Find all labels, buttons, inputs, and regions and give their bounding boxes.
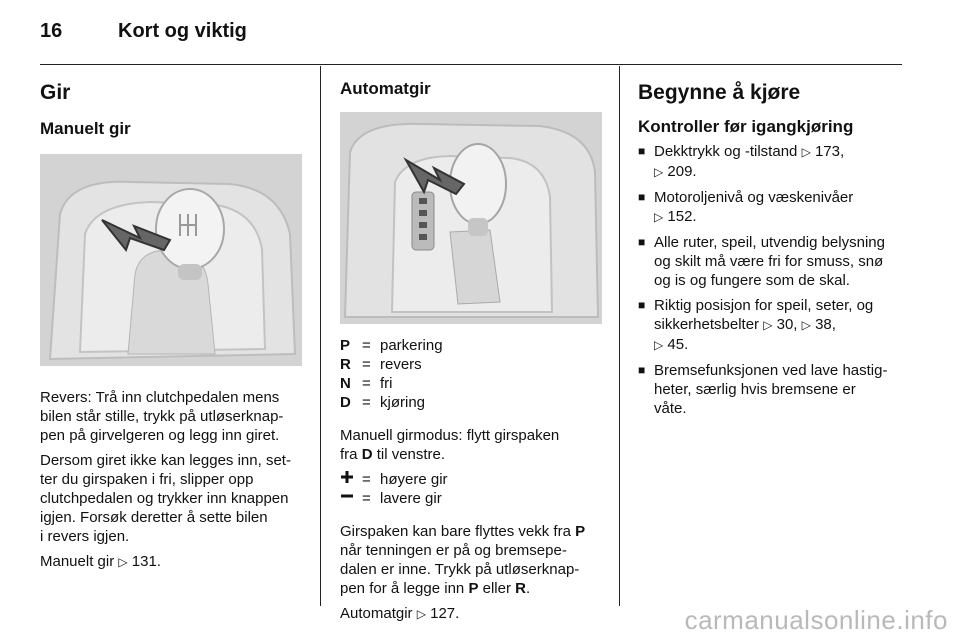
automatic-gear-selector-illustration (340, 112, 602, 324)
reference-arrow-icon: ▷ (763, 318, 773, 332)
minus-icon (340, 489, 362, 508)
subsection-heading: Manuelt gir (40, 119, 131, 138)
column-automatic-gear (340, 72, 605, 630)
column-divider (619, 66, 620, 606)
automatic-gear-figure (340, 112, 602, 324)
watermark: carmanualsonline.info (684, 605, 948, 635)
paragraph-reverse: Revers: Trå inn clutchpedalen mens bilen står stille, trykk på utløserknap- pen på girvelgeren og legg inn giret. (40, 389, 284, 444)
section-heading: Begynne å kjøre (638, 81, 801, 104)
column-start-driving (638, 72, 906, 424)
reference-arrow-icon: ▷ (801, 145, 811, 159)
gear-row: R = revers (340, 356, 422, 373)
gear-row: N = fri (340, 375, 393, 392)
gear-legend (340, 336, 605, 412)
list-item: ■ Dekktrykk og -tilstand ▷ 173, ▷ 209. (638, 142, 906, 182)
paragraph-manual-mode: Manuell girmodus: flytt girspaken fra D til venstre. (340, 427, 560, 463)
page-number: 16 (40, 20, 63, 42)
reference-arrow-icon: ▷ (416, 607, 426, 621)
checklist (638, 142, 906, 418)
paragraph-park-release: Girspaken kan bare flyttes vekk fra P når tenningen er på og bremsepe- dalen er inne. Trykk på utløserknap- pen for å legge inn P eller R. (340, 523, 586, 597)
plus-icon (340, 470, 362, 489)
list-item: ■ Alle ruter, speil, utvendig belysning og skilt må være fri for smuss, snø og is og fungere som de skal. (638, 233, 906, 290)
reference-arrow-icon: ▷ (654, 338, 664, 352)
manual-gear-shifter-illustration (40, 154, 302, 366)
cross-reference[interactable]: Automatgir ▷ 127. (340, 605, 460, 622)
reference-arrow-icon: ▷ (654, 165, 664, 179)
shift-legend (340, 470, 605, 508)
cross-reference[interactable]: Manuelt gir ▷ 131. (40, 553, 161, 570)
reference-arrow-icon: ▷ (654, 210, 664, 224)
list-item: ■ Riktig posisjon for speil, seter, og sikkerhetsbelter ▷ 30, ▷ 38, ▷ 45. (638, 296, 906, 355)
section-heading: Gir (40, 81, 71, 104)
shift-down-row: = lavere gir (340, 489, 605, 508)
paragraph-retry: Dersom giret ikke kan legges inn, set- ter du girspaken i fri, slipper opp clutchpedalen og trykker inn knappen igjen. Forsøk deretter å sette bilen i revers igjen. (40, 452, 291, 545)
header-rule (40, 64, 902, 65)
gear-row: D = kjøring (340, 394, 426, 411)
subsection-heading: Kontroller før igangkjøring (638, 117, 854, 136)
list-item: ■ Motoroljenivå og væskenivåer ▷ 152. (638, 188, 906, 227)
manual-gear-figure (40, 154, 302, 366)
gear-row: P = parkering (340, 337, 443, 354)
section-heading: Automatgir (340, 79, 431, 98)
page-title: Kort og viktig (118, 20, 247, 42)
column-manual-gear (40, 72, 305, 578)
column-divider (320, 66, 321, 606)
shift-up-row: = høyere gir (340, 470, 605, 489)
reference-arrow-icon: ▷ (801, 318, 811, 332)
list-item: ■ Bremsefunksjonen ved lave hastig- heter, særlig hvis bremsene er våte. (638, 361, 906, 418)
reference-arrow-icon: ▷ (118, 555, 128, 569)
